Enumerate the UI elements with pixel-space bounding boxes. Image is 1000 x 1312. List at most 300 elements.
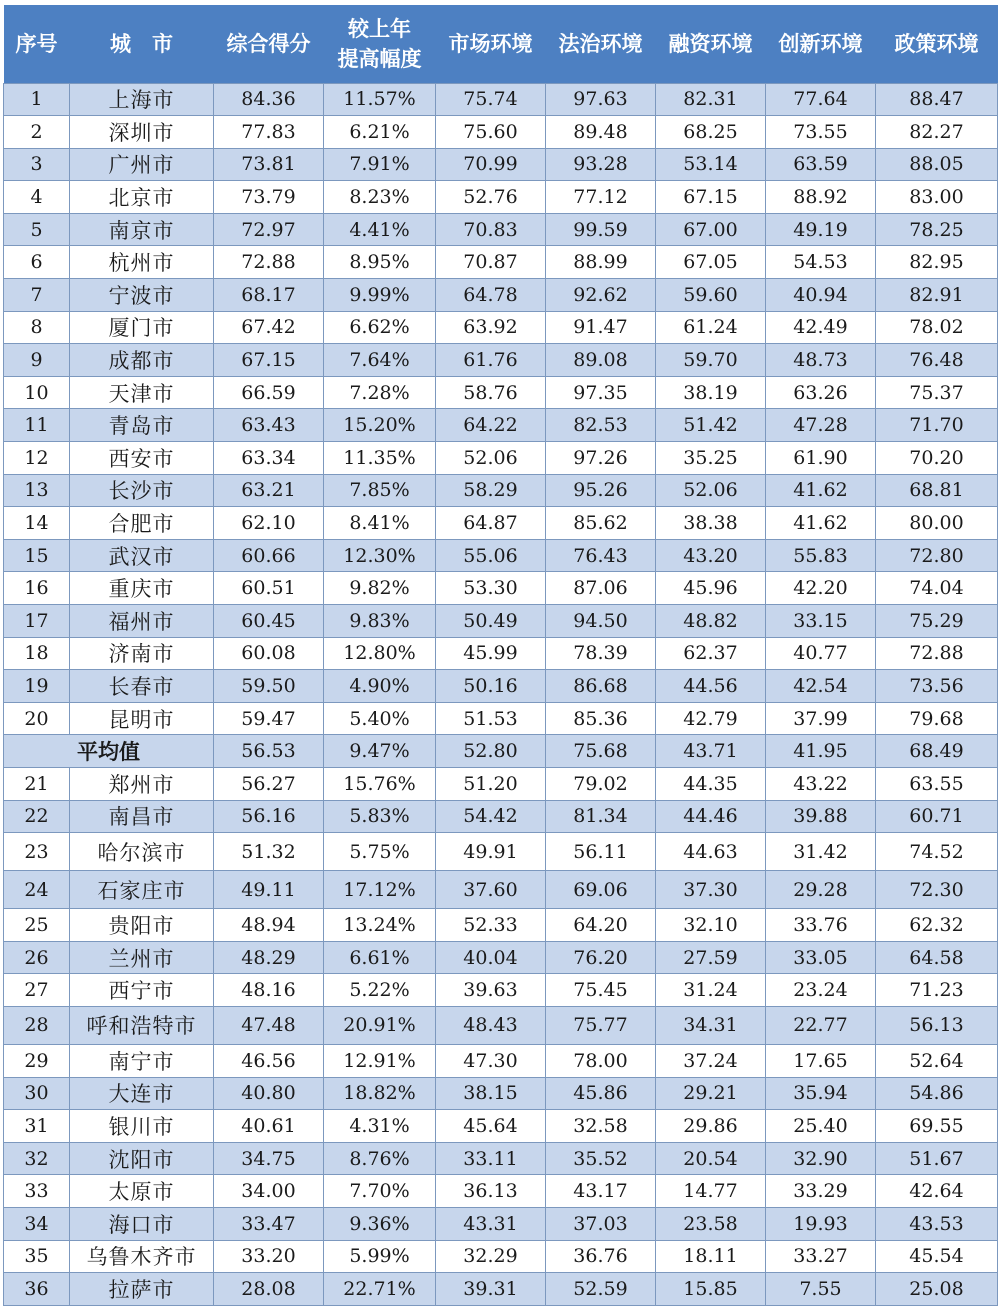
cell-finance: 62.37 — [656, 637, 766, 670]
cell-innovation: 54.53 — [766, 246, 876, 279]
cell-city: 昆明市 — [70, 702, 214, 735]
cell-legal: 94.50 — [546, 605, 656, 638]
cell-growth: 5.40% — [324, 702, 436, 735]
cell-city: 重庆市 — [70, 572, 214, 605]
cell-innovation: 63.26 — [766, 376, 876, 409]
cell-score: 62.10 — [214, 507, 324, 540]
cell-rank: 3 — [4, 148, 70, 181]
cell-innovation: 63.59 — [766, 148, 876, 181]
cell-innovation: 33.27 — [766, 1240, 876, 1273]
cell-city: 杭州市 — [70, 246, 214, 279]
header-policy: 政策环境 — [894, 31, 979, 56]
cell-score: 33.20 — [214, 1240, 324, 1273]
table-row — [4, 1142, 998, 1175]
cell-growth: 22.71% — [324, 1273, 436, 1306]
cell-growth: 5.83% — [324, 800, 436, 833]
cell-rank: 16 — [4, 572, 70, 605]
cell-city: 沈阳市 — [70, 1142, 214, 1175]
cell-rank: 31 — [4, 1110, 70, 1143]
table-row — [4, 800, 998, 833]
cell-innovation: 35.94 — [766, 1077, 876, 1110]
cell-innovation: 48.73 — [766, 344, 876, 377]
cell-rank: 33 — [4, 1175, 70, 1208]
cell-legal: 32.58 — [546, 1110, 656, 1143]
cell-market: 61.76 — [436, 344, 546, 377]
table-row — [4, 311, 998, 344]
cell-finance: 31.24 — [656, 974, 766, 1007]
cell-city: 天津市 — [70, 376, 214, 409]
cell-rank: 9 — [4, 344, 70, 377]
cell-innovation: 61.90 — [766, 442, 876, 475]
cell-city: 石家庄市 — [70, 871, 214, 909]
cell-rank: 35 — [4, 1240, 70, 1273]
cell-growth: 9.83% — [324, 605, 436, 638]
cell-finance: 67.00 — [656, 213, 766, 246]
cell-city: 成都市 — [70, 344, 214, 377]
header-growth-line1: 较上年 — [348, 16, 411, 41]
table-row — [4, 572, 998, 605]
cell-finance: 44.35 — [656, 767, 766, 800]
cell-growth: 15.20% — [324, 409, 436, 442]
cell-legal: 93.28 — [546, 148, 656, 181]
cell-rank: 12 — [4, 442, 70, 475]
cell-finance: 35.25 — [656, 442, 766, 475]
cell-innovation: 73.55 — [766, 116, 876, 149]
cell-market: 64.78 — [436, 279, 546, 312]
cell-policy: 78.25 — [876, 213, 998, 246]
cell-rank: 8 — [4, 311, 70, 344]
cell-growth: 7.85% — [324, 474, 436, 507]
cell-legal: 78.39 — [546, 637, 656, 670]
cell-city: 广州市 — [70, 148, 214, 181]
cell-score: 34.00 — [214, 1175, 324, 1208]
table-row — [4, 279, 998, 312]
cell-growth: 6.21% — [324, 116, 436, 149]
cell-innovation: 33.29 — [766, 1175, 876, 1208]
cell-legal: 36.76 — [546, 1240, 656, 1273]
table-row — [4, 833, 998, 871]
cell-legal: 77.12 — [546, 181, 656, 214]
cell-policy: 68.81 — [876, 474, 998, 507]
cell-policy: 78.02 — [876, 311, 998, 344]
cell-growth: 9.36% — [324, 1207, 436, 1240]
average-innovation: 41.95 — [766, 735, 876, 768]
cell-score: 60.45 — [214, 605, 324, 638]
cell-score: 48.16 — [214, 974, 324, 1007]
cell-finance: 37.30 — [656, 871, 766, 909]
header-legal: 法治环境 — [558, 31, 643, 56]
cell-growth: 12.91% — [324, 1044, 436, 1077]
cell-growth: 5.75% — [324, 833, 436, 871]
cell-growth: 6.62% — [324, 311, 436, 344]
table-row — [4, 213, 998, 246]
cell-city: 北京市 — [70, 181, 214, 214]
cell-growth: 13.24% — [324, 909, 436, 942]
cell-city: 拉萨市 — [70, 1273, 214, 1306]
cell-rank: 36 — [4, 1273, 70, 1306]
cell-city: 厦门市 — [70, 311, 214, 344]
cell-policy: 74.04 — [876, 572, 998, 605]
cell-city: 福州市 — [70, 605, 214, 638]
cell-market: 75.60 — [436, 116, 546, 149]
table-row — [4, 1175, 998, 1208]
cell-market: 51.20 — [436, 767, 546, 800]
cell-city: 合肥市 — [70, 507, 214, 540]
table-row — [4, 670, 998, 703]
cell-policy: 62.32 — [876, 909, 998, 942]
cell-growth: 5.22% — [324, 974, 436, 1007]
cell-growth: 15.76% — [324, 767, 436, 800]
header-innovation: 创新环境 — [778, 31, 863, 56]
cell-innovation: 29.28 — [766, 871, 876, 909]
cell-city: 大连市 — [70, 1077, 214, 1110]
table-row — [4, 148, 998, 181]
cell-city: 银川市 — [70, 1110, 214, 1143]
cell-rank: 28 — [4, 1006, 70, 1044]
cell-policy: 71.23 — [876, 974, 998, 1007]
cell-score: 60.08 — [214, 637, 324, 670]
cell-rank: 23 — [4, 833, 70, 871]
cell-finance: 52.06 — [656, 474, 766, 507]
cell-market: 75.74 — [436, 83, 546, 116]
cell-score: 66.59 — [214, 376, 324, 409]
table-body — [4, 83, 998, 1305]
cell-rank: 19 — [4, 670, 70, 703]
cell-growth: 8.23% — [324, 181, 436, 214]
cell-city: 呼和浩特市 — [70, 1006, 214, 1044]
cell-innovation: 42.20 — [766, 572, 876, 605]
cell-score: 59.50 — [214, 670, 324, 703]
table-row — [4, 1077, 998, 1110]
cell-legal: 64.20 — [546, 909, 656, 942]
cell-innovation: 32.90 — [766, 1142, 876, 1175]
header-score: 综合得分 — [226, 31, 311, 56]
cell-innovation: 40.94 — [766, 279, 876, 312]
cell-city: 乌鲁木齐市 — [70, 1240, 214, 1273]
cell-policy: 51.67 — [876, 1142, 998, 1175]
table-row — [4, 637, 998, 670]
cell-finance: 59.70 — [656, 344, 766, 377]
cell-legal: 97.63 — [546, 83, 656, 116]
cell-finance: 42.79 — [656, 702, 766, 735]
cell-market: 47.30 — [436, 1044, 546, 1077]
cell-growth: 8.76% — [324, 1142, 436, 1175]
table-row — [4, 376, 998, 409]
cell-policy: 63.55 — [876, 767, 998, 800]
cell-policy: 80.00 — [876, 507, 998, 540]
cell-policy: 72.80 — [876, 539, 998, 572]
cell-finance: 27.59 — [656, 941, 766, 974]
cell-legal: 85.36 — [546, 702, 656, 735]
cell-finance: 53.14 — [656, 148, 766, 181]
cell-market: 49.91 — [436, 833, 546, 871]
average-row — [4, 735, 998, 768]
table-row — [4, 1273, 998, 1306]
cell-policy: 25.08 — [876, 1273, 998, 1306]
cell-innovation: 77.64 — [766, 83, 876, 116]
cell-rank: 14 — [4, 507, 70, 540]
cell-legal: 43.17 — [546, 1175, 656, 1208]
cell-growth: 7.91% — [324, 148, 436, 181]
cell-market: 52.76 — [436, 181, 546, 214]
cell-finance: 38.19 — [656, 376, 766, 409]
cell-finance: 14.77 — [656, 1175, 766, 1208]
cell-market: 52.33 — [436, 909, 546, 942]
cell-rank: 17 — [4, 605, 70, 638]
cell-finance: 15.85 — [656, 1273, 766, 1306]
cell-innovation: 47.28 — [766, 409, 876, 442]
cell-rank: 18 — [4, 637, 70, 670]
cell-finance: 23.58 — [656, 1207, 766, 1240]
cell-score: 48.29 — [214, 941, 324, 974]
table-row — [4, 1207, 998, 1240]
cell-market: 50.16 — [436, 670, 546, 703]
cell-innovation: 25.40 — [766, 1110, 876, 1143]
cell-legal: 88.99 — [546, 246, 656, 279]
cell-policy: 75.37 — [876, 376, 998, 409]
cell-legal: 97.35 — [546, 376, 656, 409]
cell-city: 宁波市 — [70, 279, 214, 312]
cell-policy: 79.68 — [876, 702, 998, 735]
table-row — [4, 605, 998, 638]
average-finance: 43.71 — [656, 735, 766, 768]
cell-market: 32.29 — [436, 1240, 546, 1273]
cell-city: 上海市 — [70, 83, 214, 116]
table-row — [4, 442, 998, 475]
table-row — [4, 909, 998, 942]
table-row — [4, 871, 998, 909]
cell-rank: 15 — [4, 539, 70, 572]
cell-city: 贵阳市 — [70, 909, 214, 942]
cell-market: 40.04 — [436, 941, 546, 974]
cell-market: 54.42 — [436, 800, 546, 833]
cell-rank: 2 — [4, 116, 70, 149]
header-market: 市场环境 — [448, 31, 533, 56]
cell-city: 哈尔滨市 — [70, 833, 214, 871]
cell-finance: 45.96 — [656, 572, 766, 605]
cell-policy: 42.64 — [876, 1175, 998, 1208]
table-row — [4, 409, 998, 442]
cell-market: 43.31 — [436, 1207, 546, 1240]
cell-policy: 60.71 — [876, 800, 998, 833]
cell-city: 南京市 — [70, 213, 214, 246]
cell-innovation: 42.54 — [766, 670, 876, 703]
cell-policy: 88.47 — [876, 83, 998, 116]
cell-rank: 6 — [4, 246, 70, 279]
cell-policy: 43.53 — [876, 1207, 998, 1240]
cell-policy: 82.91 — [876, 279, 998, 312]
cell-legal: 75.77 — [546, 1006, 656, 1044]
cell-score: 40.80 — [214, 1077, 324, 1110]
header-city: 城 市 — [110, 31, 173, 56]
cell-growth: 12.80% — [324, 637, 436, 670]
cell-rank: 5 — [4, 213, 70, 246]
cell-growth: 6.61% — [324, 941, 436, 974]
cell-policy: 69.55 — [876, 1110, 998, 1143]
cell-rank: 21 — [4, 767, 70, 800]
cell-finance: 51.42 — [656, 409, 766, 442]
cell-city: 长沙市 — [70, 474, 214, 507]
cell-rank: 34 — [4, 1207, 70, 1240]
cell-growth: 18.82% — [324, 1077, 436, 1110]
cell-innovation: 41.62 — [766, 507, 876, 540]
cell-legal: 69.06 — [546, 871, 656, 909]
cell-innovation: 7.55 — [766, 1273, 876, 1306]
cell-market: 52.06 — [436, 442, 546, 475]
header-finance: 融资环境 — [668, 31, 753, 56]
cell-market: 70.83 — [436, 213, 546, 246]
cell-finance: 29.21 — [656, 1077, 766, 1110]
cell-finance: 38.38 — [656, 507, 766, 540]
cell-policy: 64.58 — [876, 941, 998, 974]
header-rank: 序号 — [15, 31, 58, 56]
cell-market: 58.29 — [436, 474, 546, 507]
cell-policy: 83.00 — [876, 181, 998, 214]
table-row — [4, 181, 998, 214]
cell-legal: 97.26 — [546, 442, 656, 475]
cell-innovation: 39.88 — [766, 800, 876, 833]
average-market: 52.80 — [436, 735, 546, 768]
cell-finance: 43.20 — [656, 539, 766, 572]
cell-city: 太原市 — [70, 1175, 214, 1208]
cell-rank: 24 — [4, 871, 70, 909]
header-growth — [324, 5, 436, 83]
cell-rank: 1 — [4, 83, 70, 116]
cell-legal: 86.68 — [546, 670, 656, 703]
cell-score: 72.97 — [214, 213, 324, 246]
cell-finance: 67.05 — [656, 246, 766, 279]
cell-growth: 7.64% — [324, 344, 436, 377]
cell-score: 73.79 — [214, 181, 324, 214]
cell-finance: 59.60 — [656, 279, 766, 312]
cell-growth: 11.57% — [324, 83, 436, 116]
cell-score: 56.27 — [214, 767, 324, 800]
cell-legal: 35.52 — [546, 1142, 656, 1175]
table-row — [4, 1006, 998, 1044]
cell-legal: 91.47 — [546, 311, 656, 344]
cell-rank: 22 — [4, 800, 70, 833]
cell-legal: 45.86 — [546, 1077, 656, 1110]
cell-city: 南宁市 — [70, 1044, 214, 1077]
cell-market: 51.53 — [436, 702, 546, 735]
cell-score: 60.66 — [214, 539, 324, 572]
cell-city: 青岛市 — [70, 409, 214, 442]
cell-market: 45.99 — [436, 637, 546, 670]
cell-market: 64.22 — [436, 409, 546, 442]
cell-growth: 9.82% — [324, 572, 436, 605]
cell-legal: 52.59 — [546, 1273, 656, 1306]
cell-legal: 89.48 — [546, 116, 656, 149]
cell-policy: 54.86 — [876, 1077, 998, 1110]
cell-rank: 7 — [4, 279, 70, 312]
average-label: 平均值 — [4, 735, 214, 768]
cell-score: 40.61 — [214, 1110, 324, 1143]
cell-market: 58.76 — [436, 376, 546, 409]
average-legal: 75.68 — [546, 735, 656, 768]
average-growth: 9.47% — [324, 735, 436, 768]
cell-finance: 29.86 — [656, 1110, 766, 1143]
cell-rank: 13 — [4, 474, 70, 507]
cell-score: 67.42 — [214, 311, 324, 344]
cell-policy: 70.20 — [876, 442, 998, 475]
cell-market: 48.43 — [436, 1006, 546, 1044]
cell-policy: 45.54 — [876, 1240, 998, 1273]
cell-score: 72.88 — [214, 246, 324, 279]
table-row — [4, 116, 998, 149]
cell-innovation: 43.22 — [766, 767, 876, 800]
cell-city: 武汉市 — [70, 539, 214, 572]
cell-finance: 20.54 — [656, 1142, 766, 1175]
cell-finance: 34.31 — [656, 1006, 766, 1044]
cell-innovation: 33.15 — [766, 605, 876, 638]
header-row — [4, 5, 998, 83]
table-row — [4, 1110, 998, 1143]
cell-policy: 75.29 — [876, 605, 998, 638]
cell-score: 48.94 — [214, 909, 324, 942]
cell-score: 77.83 — [214, 116, 324, 149]
average-score: 56.53 — [214, 735, 324, 768]
table-row — [4, 83, 998, 116]
cell-policy: 82.95 — [876, 246, 998, 279]
cell-finance: 44.63 — [656, 833, 766, 871]
cell-rank: 11 — [4, 409, 70, 442]
cell-legal: 37.03 — [546, 1207, 656, 1240]
cell-score: 59.47 — [214, 702, 324, 735]
table-row — [4, 246, 998, 279]
cell-legal: 81.34 — [546, 800, 656, 833]
cell-city: 西安市 — [70, 442, 214, 475]
cell-growth: 9.99% — [324, 279, 436, 312]
cell-innovation: 37.99 — [766, 702, 876, 735]
cell-market: 39.31 — [436, 1273, 546, 1306]
cell-market: 45.64 — [436, 1110, 546, 1143]
table-row — [4, 1044, 998, 1077]
cell-rank: 26 — [4, 941, 70, 974]
cell-legal: 75.45 — [546, 974, 656, 1007]
cell-city: 济南市 — [70, 637, 214, 670]
cell-market: 63.92 — [436, 311, 546, 344]
cell-policy: 56.13 — [876, 1006, 998, 1044]
cell-growth: 4.90% — [324, 670, 436, 703]
cell-score: 33.47 — [214, 1207, 324, 1240]
table-row — [4, 702, 998, 735]
cell-innovation: 33.05 — [766, 941, 876, 974]
cell-finance: 32.10 — [656, 909, 766, 942]
cell-growth: 17.12% — [324, 871, 436, 909]
cell-legal: 92.62 — [546, 279, 656, 312]
cell-growth: 8.95% — [324, 246, 436, 279]
cell-finance: 44.56 — [656, 670, 766, 703]
table-row — [4, 941, 998, 974]
cell-legal: 78.00 — [546, 1044, 656, 1077]
cell-legal: 79.02 — [546, 767, 656, 800]
cell-market: 55.06 — [436, 539, 546, 572]
cell-rank: 30 — [4, 1077, 70, 1110]
cell-score: 73.81 — [214, 148, 324, 181]
cell-innovation: 33.76 — [766, 909, 876, 942]
cell-finance: 82.31 — [656, 83, 766, 116]
cell-legal: 87.06 — [546, 572, 656, 605]
cell-score: 67.15 — [214, 344, 324, 377]
cell-innovation: 55.83 — [766, 539, 876, 572]
cell-city: 郑州市 — [70, 767, 214, 800]
table-row — [4, 974, 998, 1007]
cell-city: 西宁市 — [70, 974, 214, 1007]
cell-growth: 12.30% — [324, 539, 436, 572]
cell-policy: 71.70 — [876, 409, 998, 442]
cell-finance: 18.11 — [656, 1240, 766, 1273]
cell-policy: 52.64 — [876, 1044, 998, 1077]
